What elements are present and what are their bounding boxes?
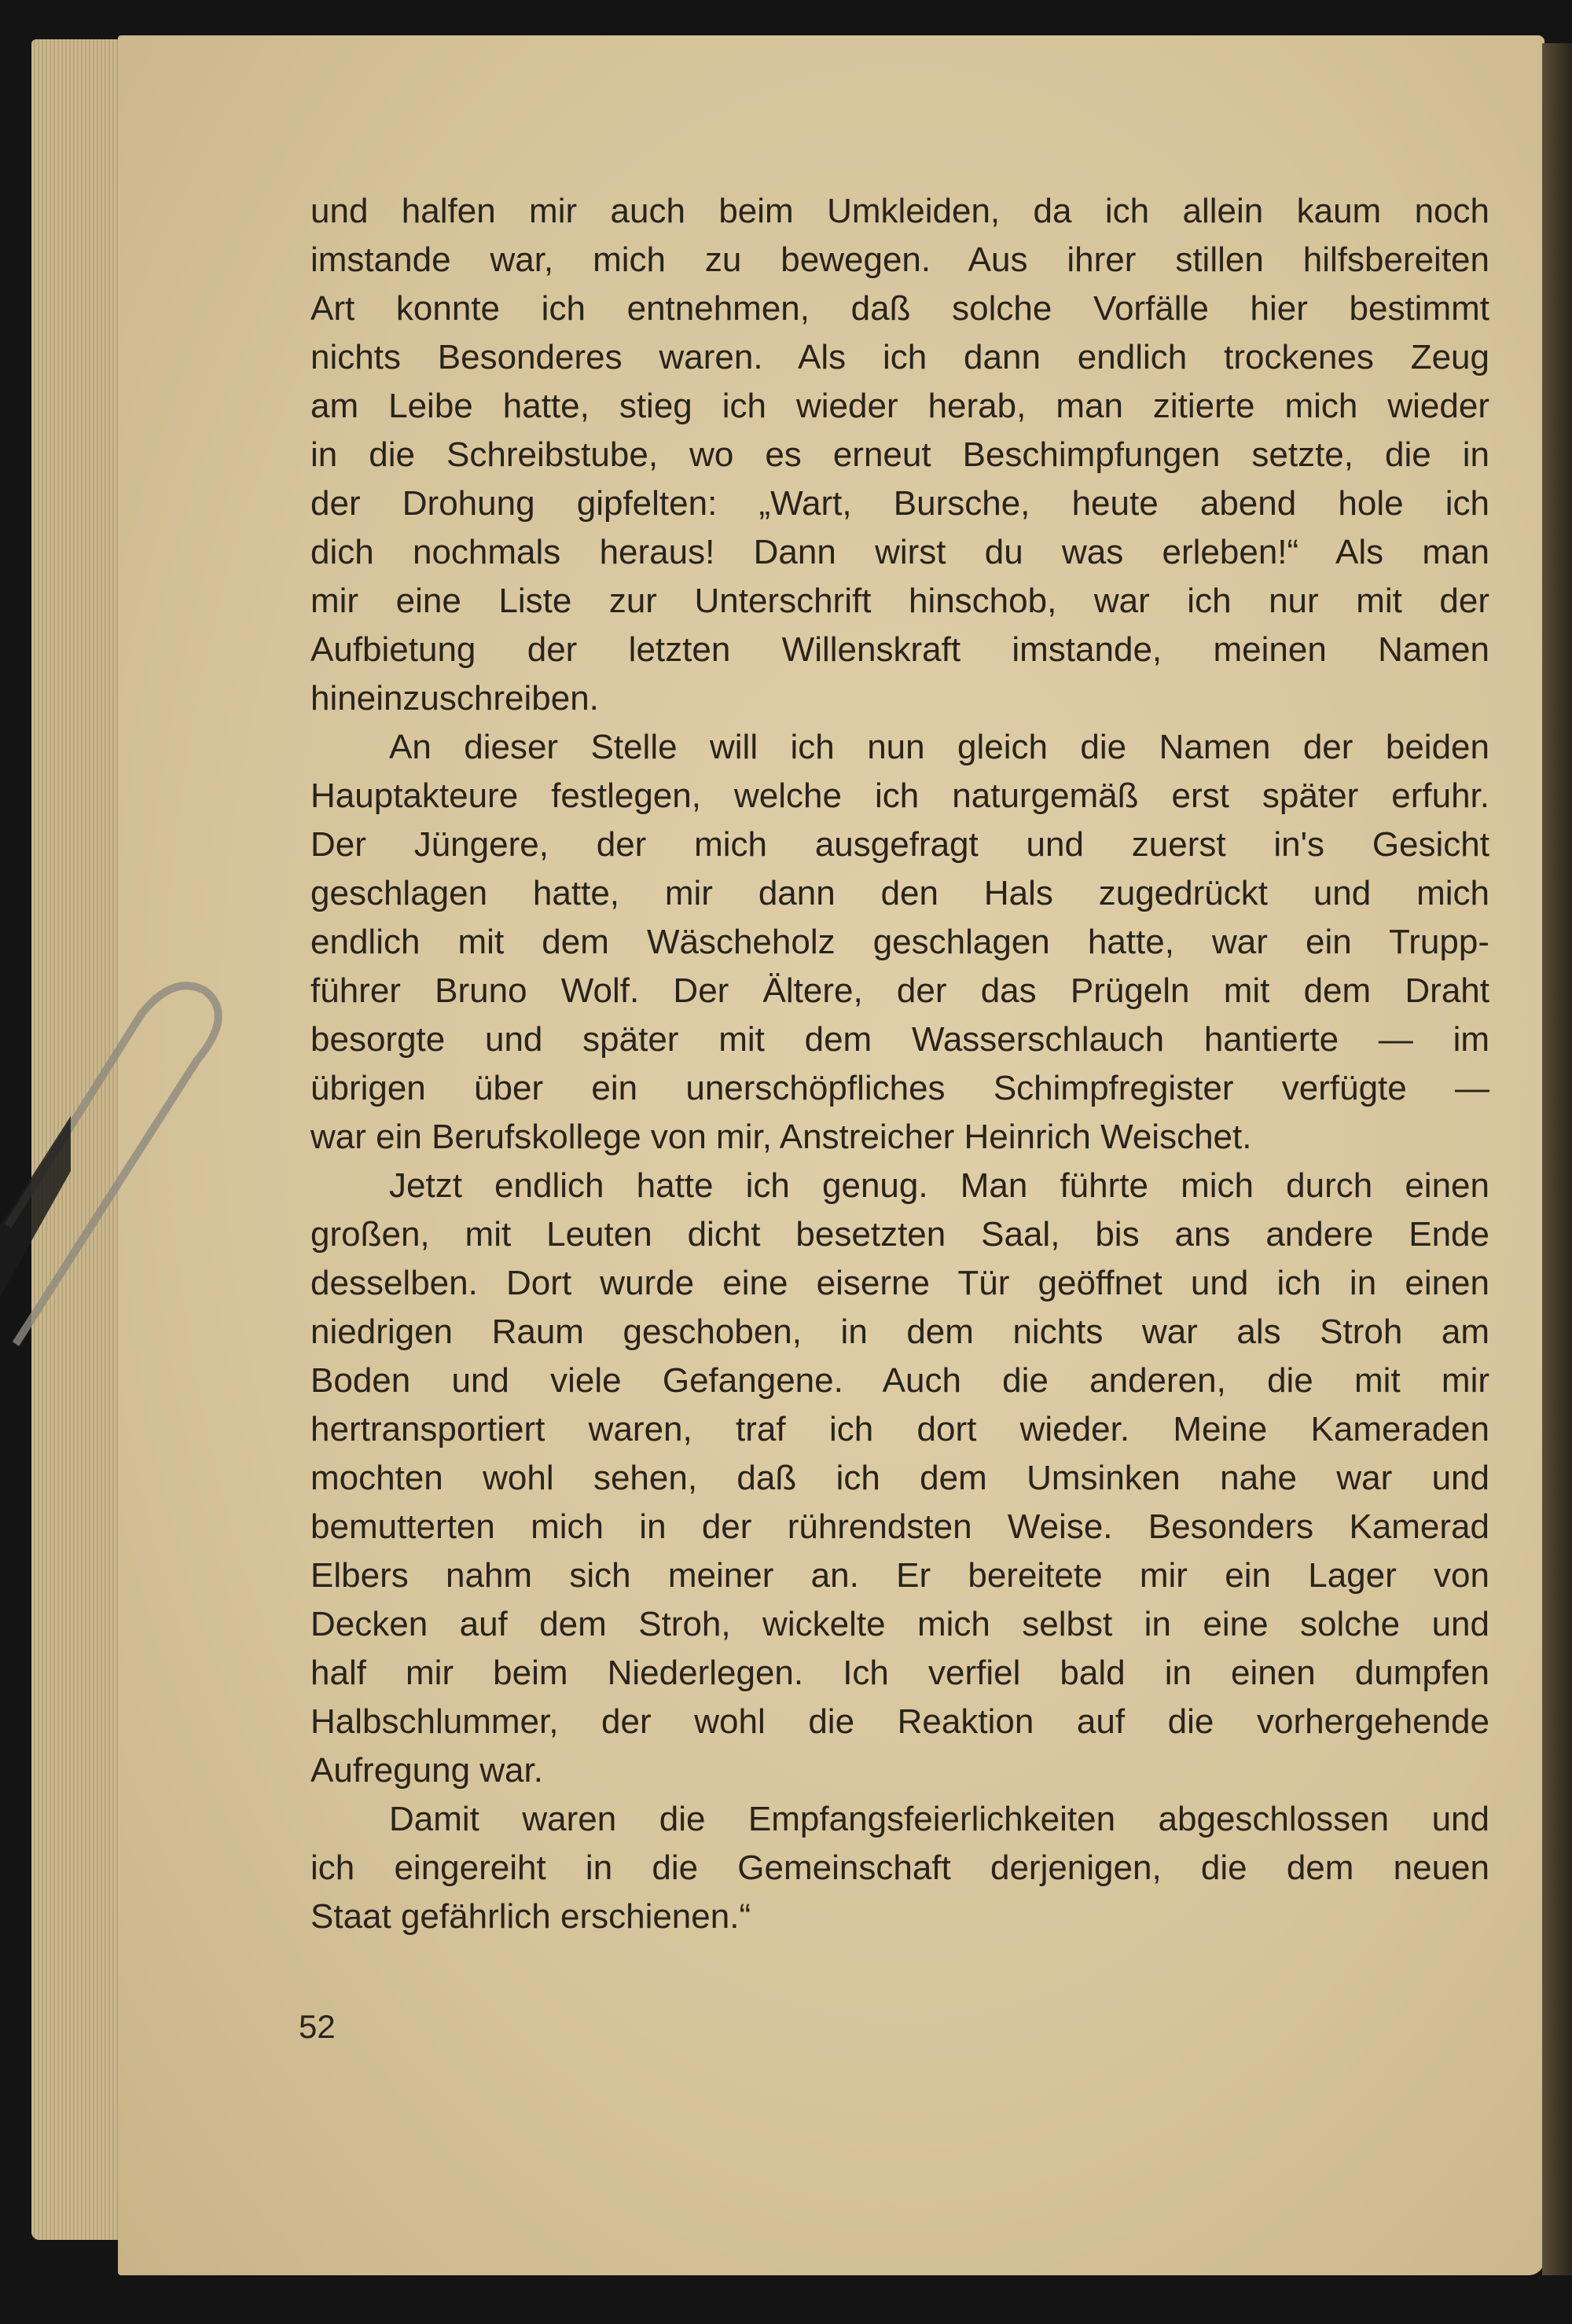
text-line: ich eingereiht in die Gemeinschaft derjenigen, die dem neuen	[310, 1849, 1489, 1887]
text-line: dich nochmals heraus! Dann wirst du was erleben!“ Als man	[310, 533, 1489, 571]
text-line: hertransportiert waren, traf ich dort wieder. Meine Kameraden	[310, 1410, 1489, 1448]
text-line: war ein Berufskollege von mir, Anstreicher Heinrich Weischet.	[310, 1118, 1252, 1156]
text-line: übrigen über ein unerschöpfliches Schimpfregister verfügte —	[310, 1069, 1489, 1107]
paragraph	[310, 187, 1489, 723]
text-line: Aufregung war.	[310, 1751, 543, 1790]
paperclip-image	[0, 967, 267, 1375]
text-line: führer Bruno Wolf. Der Ältere, der das Prügeln mit dem Draht	[310, 971, 1489, 1010]
text-line: Staat gefährlich erschienen.“	[310, 1897, 751, 1936]
text-line: An dieser Stelle will ich nun gleich die Namen der beiden	[389, 728, 1489, 766]
page-number: 52	[299, 2008, 336, 2045]
text-line: half mir beim Niederlegen. Ich verfiel bald in einen dumpfen	[310, 1654, 1489, 1692]
text-line: geschlagen hatte, mir dann den Hals zugedrückt und mich	[310, 874, 1489, 912]
text-line: in die Schreibstube, wo es erneut Beschimpfungen setzte, die in	[310, 435, 1489, 474]
text-line: Decken auf dem Stroh, wickelte mich selbst in eine solche und	[310, 1605, 1489, 1643]
text-line: Damit waren die Empfangsfeierlichkeiten abgeschlossen und	[389, 1800, 1489, 1838]
text-line: Der Jüngere, der mich ausgefragt und zuerst in's Gesicht	[310, 825, 1489, 864]
text-line: hineinzuschreiben.	[310, 679, 599, 718]
text-line: mir eine Liste zur Unterschrift hinschob, war ich nur mit der	[310, 582, 1489, 620]
paragraph	[310, 723, 1489, 1162]
text-line: Art konnte ich entnehmen, daß solche Vorfälle hier bestimmt	[310, 289, 1489, 328]
text-line: Halbschlummer, der wohl die Reaktion auf die vorhergehende	[310, 1702, 1489, 1741]
paragraph	[310, 1162, 1489, 1795]
text-line: großen, mit Leuten dicht besetzten Saal, bis ans andere Ende	[310, 1215, 1489, 1254]
paragraph	[310, 1795, 1489, 1941]
text-line: bemutterten mich in der rührendsten Weise. Besonders Kamerad	[310, 1507, 1489, 1546]
text-line: Hauptakteure festlegen, welche ich naturgemäß erst später erfuhr.	[310, 777, 1489, 815]
text-line: imstande war, mich zu bewegen. Aus ihrer stillen hilfsbereiten	[310, 240, 1489, 279]
text-line: und halfen mir auch beim Umkleiden, da ich allein kaum noch	[310, 192, 1489, 230]
text-line: Jetzt endlich hatte ich genug. Man führte mich durch einen	[389, 1166, 1489, 1205]
text-line: der Drohung gipfelten: „Wart, Bursche, heute abend hole ich	[310, 484, 1489, 523]
facing-page-edge	[1542, 43, 1572, 2275]
text-line: am Leibe hatte, stieg ich wieder herab, man zitierte mich wieder	[310, 387, 1489, 425]
text-line: besorgte und später mit dem Wasserschlauch hantierte — im	[310, 1020, 1489, 1059]
text-line: Boden und viele Gefangene. Auch die anderen, die mit mir	[310, 1361, 1489, 1400]
text-line: nichts Besonderes waren. Als ich dann endlich trockenes Zeug	[310, 338, 1489, 376]
text-line: niedrigen Raum geschoben, in dem nichts war als Stroh am	[310, 1313, 1489, 1351]
text-line: desselben. Dort wurde eine eiserne Tür geöffnet und ich in einen	[310, 1264, 1489, 1302]
text-line: Aufbietung der letzten Willenskraft imstande, meinen Namen	[310, 630, 1489, 669]
text-line: mochten wohl sehen, daß ich dem Umsinken nahe war und	[310, 1459, 1489, 1497]
text-line: endlich mit dem Wäscheholz geschlagen hatte, war ein Trupp-	[310, 923, 1489, 961]
text-line: Elbers nahm sich meiner an. Er bereitete mir ein Lager von	[310, 1556, 1489, 1595]
body-text	[310, 187, 1489, 1941]
